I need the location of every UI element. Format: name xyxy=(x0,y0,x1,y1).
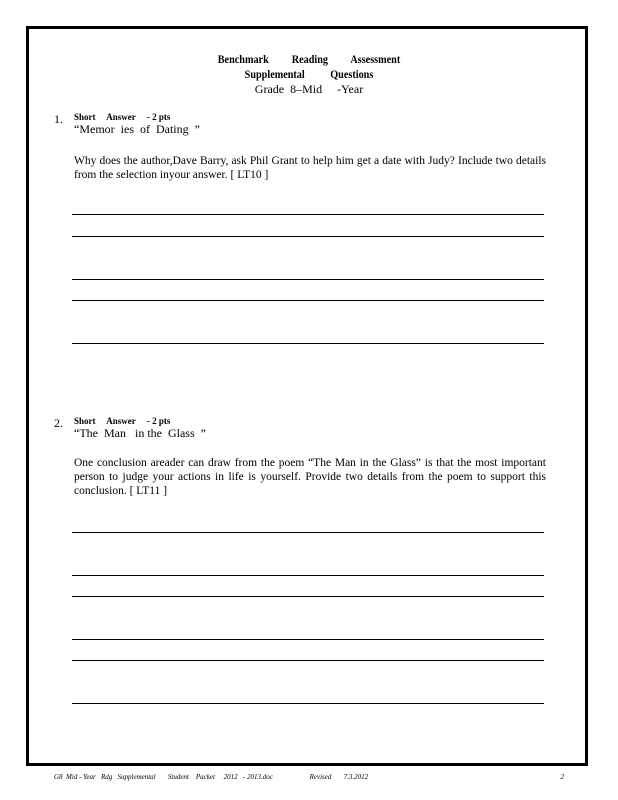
answer-line[interactable] xyxy=(72,300,544,301)
answer-line[interactable] xyxy=(72,236,544,237)
question-title: “The Man in the Glass ” xyxy=(74,426,206,440)
question-type: Short Answer - 2 pts xyxy=(74,416,171,426)
answer-line[interactable] xyxy=(72,703,544,704)
header-grade: Grade 8–Mid -Year xyxy=(254,82,364,96)
answer-line[interactable] xyxy=(72,343,544,344)
header-title: Benchmark Reading Assessment xyxy=(217,52,401,66)
question-type: Short Answer - 2 pts xyxy=(74,112,171,122)
answer-line[interactable] xyxy=(72,279,544,280)
answer-line[interactable] xyxy=(72,214,544,215)
answer-line[interactable] xyxy=(72,575,544,576)
page-number: 2 xyxy=(560,773,564,781)
answer-line[interactable] xyxy=(72,639,544,640)
answer-line[interactable] xyxy=(72,596,544,597)
question-number: 1. xyxy=(54,112,63,126)
header-subtitle: Supplemental Questions xyxy=(244,67,374,81)
question-number: 2. xyxy=(54,416,63,430)
question-title: “Memor ies of Dating ” xyxy=(74,122,200,136)
page-footer xyxy=(54,773,564,781)
question-prompt: One conclusion areader can draw from the poem “The Man in the Glass” is that the most important person to judge your actions in life is yourself. Provide two details from the poem to support this conclusion. [ LT11 ] xyxy=(74,457,546,497)
answer-line[interactable] xyxy=(72,532,544,533)
footer-filename: G8 Mid - Year Rdg Supplemental Student Packet 2012 - 2013.doc Revised 7.3.2012 xyxy=(54,773,369,781)
question-prompt: Why does the author,Dave Barry, ask Phil Grant to help him get a date with Judy? Include two details from the selection inyour answer. [ LT10 ] xyxy=(74,155,546,181)
page-border xyxy=(26,26,588,766)
answer-line[interactable] xyxy=(72,660,544,661)
document-header xyxy=(0,52,618,97)
